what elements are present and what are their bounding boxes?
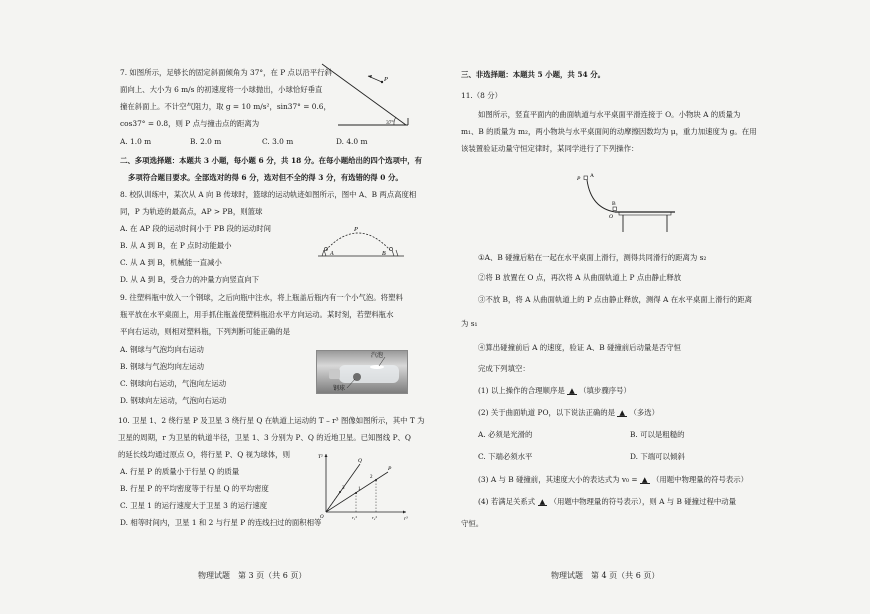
q11-intro-line: 如图所示，竖直平面内的曲面轨道与水平桌面平滑连接于 O。小物块 A 的质量为	[478, 110, 741, 119]
label-p: P	[354, 226, 358, 233]
ball-b	[389, 247, 392, 250]
q7-option-d: D. 4.0 m	[336, 137, 368, 146]
q10-line: 卫星的周期，r 为卫星的轨道半径，卫星 1、3 分别为 P、Q 的近地卫星。已知图线 P、Q	[118, 433, 411, 442]
q11-sub1	[478, 387, 631, 395]
section-2-instructions: 多项符合题目要求。全部选对的得 6 分，选对但不全的得 3 分，有选错的得 0 分。	[128, 173, 403, 182]
label-1: 1	[358, 487, 361, 492]
block-a	[584, 176, 588, 180]
q8-option-c: C. 从 A 到 B，机械能一直减小	[120, 258, 222, 267]
point-2	[375, 479, 377, 481]
sub3-text: (3) A 与 B 碰撞前，其速度大小的表达式为 v₀ =	[478, 475, 638, 484]
exam-page-right	[435, 0, 870, 614]
label-y: T²	[318, 454, 323, 460]
sub2-text: (2) 关于曲面轨道 PO，以下说法正确的是	[478, 408, 616, 417]
q11-step-1: ①A、B 碰撞后粘在一起在水平桌面上滑行，测得共同滑行的距离为 s₂	[478, 253, 707, 262]
sub2-option-c: C. 下端必须水平	[478, 452, 533, 461]
sub2-answer-blank[interactable]: ▲	[619, 408, 626, 417]
t2-r3-graph	[318, 450, 410, 522]
q11-number: 11.（8 分）	[461, 91, 502, 100]
sub3-hint: （用题中物理量的符号表示）	[651, 475, 749, 484]
q11-sub2	[478, 409, 659, 417]
label-r1: r₁³	[352, 515, 357, 520]
q7-line: 撞在斜面上。不计空气阻力，取 g = 10 m/s²，sin37° = 0.6，	[120, 102, 331, 111]
point-1	[355, 492, 357, 494]
sub4-text: (4) 若满足关系式	[478, 497, 536, 506]
label-2: 2	[370, 475, 373, 480]
q11-intro-line: 该装置验证动量守恒定律时，某同学进行了下列操作：	[461, 144, 639, 153]
q11-step-3-cont: 为 s₁	[461, 319, 478, 328]
q8-option-a: A. 在 AP 段的运动时间小于 PB 段的运动时间	[120, 224, 272, 233]
q8-line: 同，P 为轨迹的最高点，AP > PB，则篮球	[120, 207, 263, 216]
q7-option-b: B. 2.0 m	[190, 137, 222, 146]
point-p	[381, 81, 383, 83]
label-angle: 37°	[386, 120, 394, 126]
label-r2: r₂³	[372, 515, 377, 520]
q7-option-a: A. 1.0 m	[120, 137, 152, 146]
q8-line: 8. 校队训练中，某次从 A 向 B 传球时，篮球的运动轨迹如图所示，图中 A、B 两点高度相	[120, 190, 417, 199]
section-2-heading: 二、多项选择题：本题共 3 小题，每小题 6 分，共 18 分。在每小题给出的四个选项中，有	[120, 156, 423, 165]
label-p: P	[384, 76, 388, 83]
section-3-heading: 三、非选择题：本题共 5 小题，共 54 分。	[461, 70, 605, 79]
track-table-figure	[577, 173, 679, 234]
point-3	[339, 491, 341, 493]
q11-instruction: 完成下列填空：	[478, 364, 530, 373]
player-b	[392, 250, 394, 256]
q9-line: 平向右运动，则相对塑料瓶，下列判断可能正确的是	[120, 327, 290, 336]
sub1-hint: （填步骤序号）	[579, 386, 631, 395]
sub2-option-d: D. 下端可以倾斜	[630, 452, 685, 461]
q9-option-a: A. 钢球与气泡均向右运动	[120, 345, 204, 354]
player-a	[322, 250, 324, 256]
q10-option-a: A. 行星 P 的质量小于行星 Q 的质量	[120, 467, 240, 476]
label-bubble: 汽泡	[371, 352, 384, 359]
q11-step-3: ③不放 B，将 A 从曲面轨道上的 P 点由静止释放，测得 A 在水平桌面上滑行的距离	[478, 295, 753, 304]
page-footer-right: 物理试题 第 4 页（共 6 页）	[551, 571, 660, 580]
block-b	[613, 207, 617, 211]
q9-option-b: B. 钢球与气泡均向左运动	[120, 362, 205, 371]
trajectory-curve	[326, 233, 390, 250]
label-a: A	[590, 173, 594, 179]
q9-option-d: D. 钢球向左运动，气泡向右运动	[120, 396, 227, 405]
line-p	[326, 472, 388, 512]
q11-sub4	[478, 498, 736, 506]
sub4-hint: （用题中物理量的符号表示），则 A 与 B 碰撞过程中动量	[549, 497, 737, 506]
q7-line: 面向上、大小为 6 m/s 的初速度将一小球抛出，小球恰好垂直	[120, 85, 323, 94]
label-origin: O	[320, 515, 324, 520]
sub1-answer-blank[interactable]: ▲	[569, 386, 575, 395]
bottle-body	[339, 365, 399, 383]
label-a: A	[330, 251, 334, 257]
label-b: B	[382, 251, 386, 257]
q10-option-c: C. 卫星 1 的运行速度大于卫星 3 的运行速度	[120, 501, 268, 510]
q9-line: 瓶平放在水平桌面上，用手抓住瓶盖使塑料瓶沿水平方向运动。某时刻，若塑料瓶水	[120, 310, 394, 319]
incline-figure	[320, 62, 412, 132]
label-p: P	[577, 176, 581, 182]
q11-sub4-end: 守恒。	[461, 519, 484, 528]
q7-line: cos37° = 0.8，则 P 点与撞击点的距离为	[120, 119, 260, 128]
q10-option-d: D. 相等时间内，卫星 1 和 2 与行星 P 的连线扫过的面积相等	[120, 518, 322, 527]
sub2-option-a: A. 必须是光滑的	[478, 430, 533, 439]
q7-option-c: C. 3.0 m	[262, 137, 294, 146]
sub4-answer-blank[interactable]: ▲	[539, 497, 546, 506]
bubble-shape	[370, 365, 384, 369]
label-b: B	[612, 201, 616, 207]
label-steel-ball: 钢球	[333, 385, 346, 392]
plastic-bottle-photo	[316, 350, 408, 394]
q9-line: 9. 往塑料瓶中放入一个钢球，之后向瓶中注水，将上瓶盖后瓶内有一个小气泡。将塑料	[120, 293, 403, 302]
sub2-option-b: B. 可以是粗糙的	[630, 430, 685, 439]
q8-option-b: B. 从 A 到 B，在 P 点时动能最小	[120, 241, 232, 250]
label-o: O	[609, 214, 613, 220]
q11-step-2: ②将 B 放置在 O 点，再次将 A 从曲面轨道上 P 点由静止释放	[478, 273, 682, 282]
sub3-answer-blank[interactable]: ▲	[641, 475, 648, 484]
curved-track	[587, 180, 615, 212]
label-x: r³	[404, 517, 408, 522]
label-p: P	[388, 466, 392, 472]
q11-sub3	[478, 476, 748, 484]
angle-arc	[394, 117, 396, 125]
basketball-trajectory-figure	[318, 226, 404, 262]
q10-option-b: B. 行星 P 的平均密度等于行星 Q 的平均密度	[120, 484, 269, 493]
q8-option-d: D. 从 A 到 B，受合力的冲量方向竖直向下	[120, 275, 260, 284]
sub1-text: (1) 以上操作的合理顺序是	[478, 386, 565, 395]
q9-option-c: C. 钢球向右运动，气泡向左运动	[120, 379, 227, 388]
q7-line: 7. 如图所示，足够长的固定斜面倾角为 37°，在 P 点以沿平行斜	[120, 68, 332, 77]
q11-step-4: ④算出碰撞前后 A 的速度，验证 A、B 碰撞前后动量是否守恒	[478, 343, 681, 352]
label-3: 3	[342, 486, 345, 491]
q10-line: 10. 卫星 1、2 绕行星 P 及卫星 3 绕行星 Q 在轨道上运动的 T – r³ 图像如图所示，其中 T 为	[118, 416, 425, 425]
label-q: Q	[358, 458, 362, 464]
q11-intro-line: m₁、B 的质量为 m₂，两小物块与水平桌面间的动摩擦因数均为 μ，重力加速度为 g。在用	[461, 127, 757, 136]
q10-line: 的延长线均通过原点 O，将行星 P、Q 视为球体，则	[118, 450, 290, 459]
bottle-cap	[329, 369, 340, 379]
sub2-hint: （多选）	[629, 408, 660, 417]
page-footer-left: 物理试题 第 3 页（共 6 页）	[198, 571, 307, 580]
incline-surface	[322, 64, 406, 125]
